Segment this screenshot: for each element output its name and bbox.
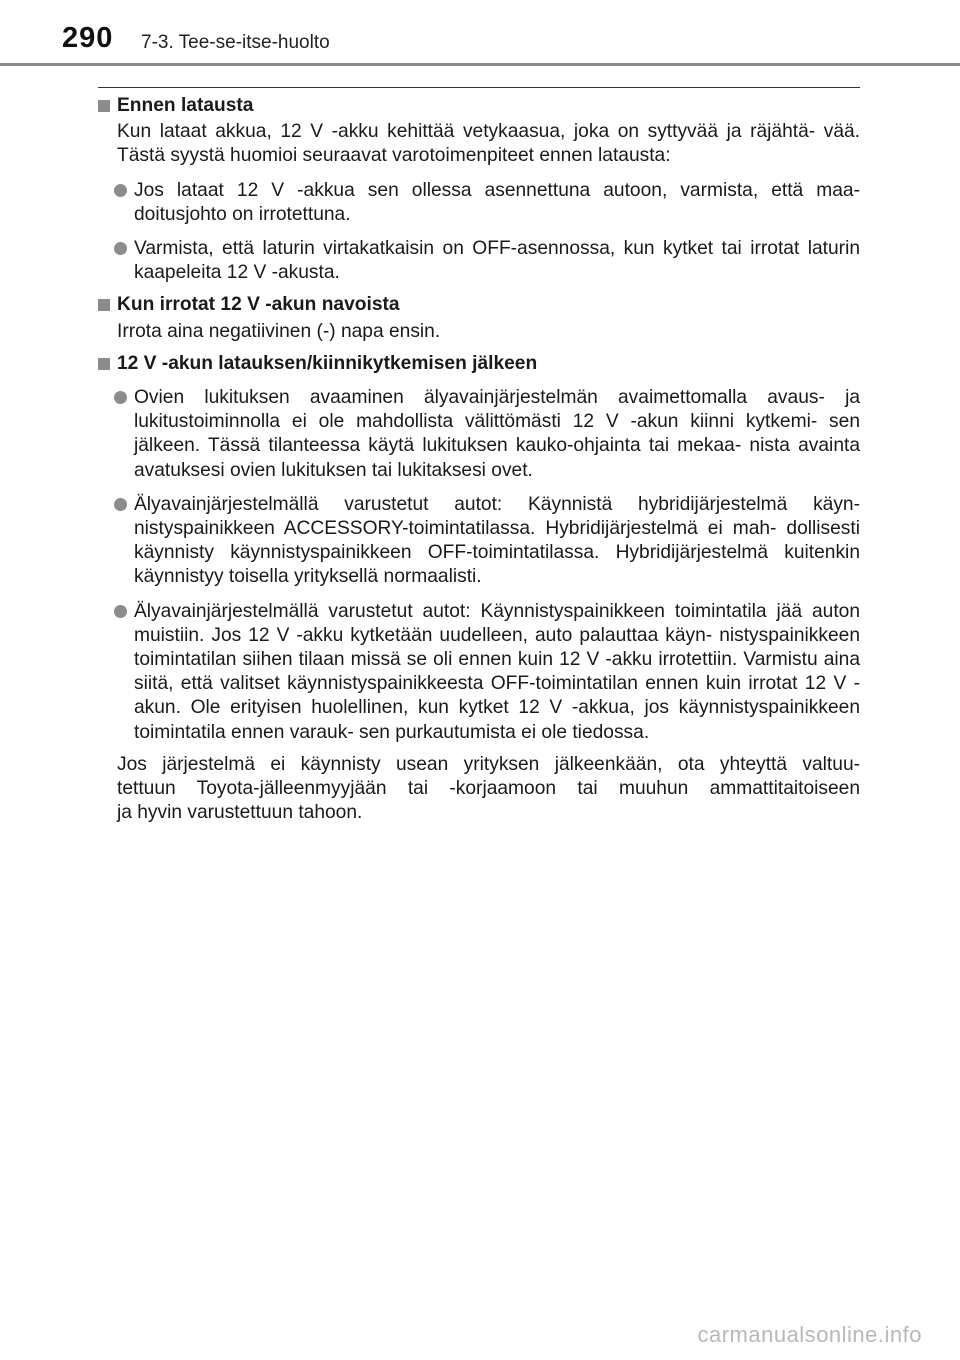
bullet-text: Varmista, että laturin virtakatkaisin on OFF-asennossa, kun kytket tai irrotat laturin kaapeleita 12 V -akusta. bbox=[134, 238, 860, 284]
section-heading bbox=[98, 94, 860, 118]
square-bullet-icon bbox=[98, 100, 110, 112]
bullet-text: Älyavainjärjestelmällä varustetut autot: Käynnistyspainikkeen toimintatila jää auton muistiin. Jos 12 V -akku kytketään uudelleen, auto palauttaa käyn- nistyspainikkeen toimintatilan siihen tilaan missä se oli ennen kuin 12 V -akku irrotettiin. Varmistu aina siitä, että valitset käynnistyspainikkeesta OFF-toimintatilan ennen kuin irrotat 12 V -akun. Ole erityisen huolellinen, kun kytket 12 V -akkua, jos käynnistyspainikkeen toimintatila ennen varauk- sen purkautumista ei ole tiedossa. bbox=[134, 600, 860, 743]
bullet-item bbox=[98, 600, 860, 745]
closing-paragraph bbox=[98, 753, 860, 826]
page-content bbox=[98, 94, 860, 825]
square-bullet-icon bbox=[98, 358, 110, 370]
circle-bullet-icon bbox=[114, 498, 127, 511]
bullet-text: Älyavainjärjestelmällä varustetut autot: Käynnistä hybridijärjestelmä käyn- nistyspainikkeen ACCESSORY-toimintatilassa. Hybridijärjestelmä ei mah- dollisesti käynnisty käynnistyspainikkeen OFF-toimintatilassa. Hybridijärjestelmä kuitenkin käynnistyy toisella yrityksellä normaalisti. bbox=[134, 493, 860, 588]
circle-bullet-icon bbox=[114, 184, 127, 197]
section-heading-text: Kun irrotat 12 V -akun navoista bbox=[117, 294, 400, 316]
bullet-item bbox=[98, 237, 860, 285]
section-title: 7-3. Tee-se-itse-huolto bbox=[141, 32, 330, 53]
section-heading-text: Ennen latausta bbox=[117, 95, 254, 116]
bullet-text: Ovien lukituksen avaaminen älyavainjärjestelmän avaimettomalla avaus- ja lukitustoiminnolla ei ole mahdollista välittömästi 12 V -akun kiinni kytkemi- sen jälkeen. Tässä tilanteessa käytä lukituksen kauko-ohjainta tai mekaa- nista avainta avatuksesi ovien lukituksen tai lukitaksesi ovet. bbox=[134, 387, 860, 481]
closing-line: tettuun Toyota-jälleenmyyjään tai -korjaamoon tai muuhun ammattitaitoiseen bbox=[117, 778, 860, 800]
circle-bullet-icon bbox=[114, 391, 127, 404]
circle-bullet-icon bbox=[114, 605, 127, 618]
section-paragraph: Irrota aina negatiivinen (-) napa ensin. bbox=[117, 320, 441, 342]
bullet-item bbox=[98, 493, 860, 590]
page-number: 290 bbox=[62, 22, 114, 54]
square-bullet-icon bbox=[98, 299, 110, 311]
section-paragraph: Kun lataat akkua, 12 V -akku kehittää vetykaasua, joka on syttyvää ja räjähtä- vää. Tästä syystä huomioi seuraavat varotoimenpiteet ennen latausta: bbox=[117, 121, 860, 167]
page-header bbox=[0, 0, 960, 64]
watermark: carmanualsonline.info bbox=[697, 1322, 922, 1347]
section-heading-text: 12 V -akun latauksen/kiinnikytkemisen jälkeen bbox=[117, 352, 538, 374]
bullet-text: Jos lataat 12 V -akkua sen ollessa asennettuna autoon, varmista, että maa- doitusjohto on irrotettuna. bbox=[134, 179, 860, 225]
closing-line: Jos järjestelmä ei käynnisty usean yrityksen jälkeenkään, ota yhteyttä valtuu- bbox=[117, 753, 860, 775]
content-top-rule bbox=[98, 87, 860, 88]
section-heading bbox=[98, 293, 860, 317]
circle-bullet-icon bbox=[114, 242, 127, 255]
section-heading bbox=[98, 352, 860, 376]
bullet-item bbox=[98, 386, 860, 483]
closing-line: ja hyvin varustettuun tahoon. bbox=[117, 802, 363, 824]
header-rule bbox=[0, 63, 960, 66]
bullet-item bbox=[98, 179, 860, 227]
